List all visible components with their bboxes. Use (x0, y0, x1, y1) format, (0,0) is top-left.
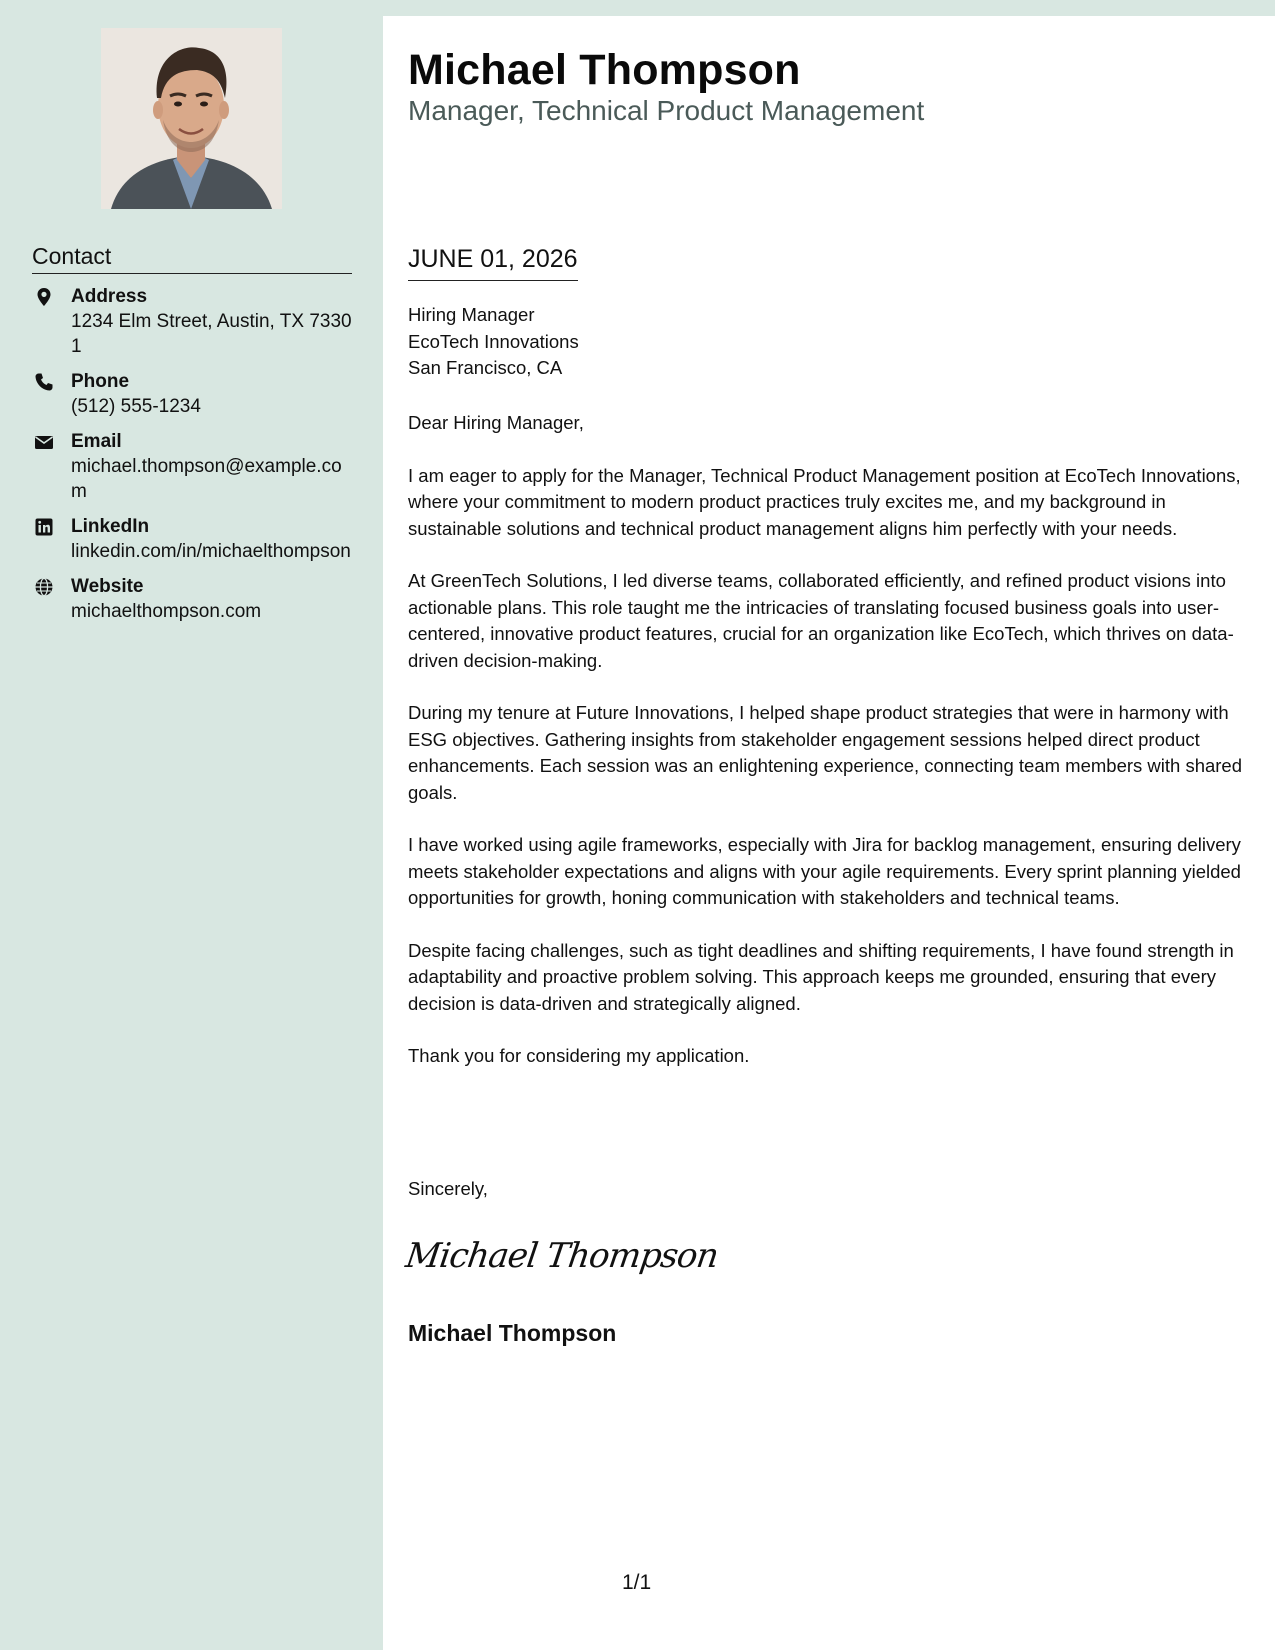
body-paragraph: I am eager to apply for the Manager, Technical Product Management position at EcoTech Innovations, where your commitment to modern product practices truly excites me, and my background in sustainable solutions and technical product management aligns him perfectly with your needs. (408, 464, 1241, 539)
contact-label: Address (71, 286, 148, 307)
contact-label: Phone (71, 371, 130, 392)
contact-label: LinkedIn (71, 516, 150, 537)
recipient-line: Hiring Manager (408, 304, 535, 325)
top-strip (383, 0, 1275, 16)
body-paragraph: Thank you for considering my application. (408, 1045, 750, 1066)
contact-label: Website (71, 576, 144, 597)
contact-item-website (32, 574, 357, 624)
contact-item-linkedin (32, 514, 357, 564)
contact-item-address (32, 284, 357, 359)
recipient-line: EcoTech Innovations (408, 330, 579, 352)
linkedin-icon (34, 517, 54, 537)
applicant-name: Michael Thompson (408, 46, 801, 94)
body-paragraph: During my tenure at Future Innovations, I helped shape product strategies that were in harmony with ESG objectives. Gathering insights from stakeholder engagement sessions helped direct product enhancements. Each session was an enlightening experience, connecting team members with shared goals. (408, 702, 1243, 803)
letter-body (408, 410, 1254, 1096)
profile-photo (101, 28, 282, 209)
contact-label: Email (71, 431, 122, 452)
applicant-title: Manager, Technical Product Management (408, 95, 925, 126)
letter-date: JUNE 01, 2026 (408, 244, 578, 281)
contact-heading: Contact (32, 242, 352, 274)
recipient-line: San Francisco, CA (408, 357, 563, 378)
linkedin-value[interactable]: linkedin.com/in/michaelthompson (71, 541, 351, 562)
page-number: 1/1 (622, 1571, 652, 1594)
globe-icon (34, 577, 54, 597)
closing: Sincerely, (408, 1178, 488, 1199)
contact-item-email (32, 429, 357, 504)
envelope-icon (34, 432, 54, 452)
recipient-block (408, 302, 579, 382)
body-paragraph: At GreenTech Solutions, I led diverse teams, collaborated efficiently, and refined product visions into actionable plans. This role taught me the intricacies of translating focused business goals into user-centered, innovative product features, crucial for an organization like EcoTech, which thrives on data-driven decision-making. (408, 570, 1234, 671)
signature: Michael Thompson (403, 1236, 721, 1276)
contact-list (32, 284, 357, 634)
contact-item-phone (32, 369, 357, 419)
salutation: Dear Hiring Manager, (408, 412, 584, 433)
map-pin-icon (34, 287, 54, 307)
body-paragraph: Despite facing challenges, such as tight deadlines and shifting requirements, I have found strength in adaptability and proactive problem solving. This approach keeps me grounded, ensuring that every decision is data-driven and strategically aligned. (408, 939, 1234, 1014)
phone-icon (34, 372, 54, 392)
signed-name: Michael Thompson (408, 1320, 617, 1346)
address-value: 1234 Elm Street, Austin, TX 73301 (71, 311, 352, 357)
website-value[interactable]: michaelthompson.com (71, 601, 262, 622)
phone-value: (512) 555-1234 (71, 396, 201, 417)
email-value[interactable]: michael.thompson@example.com (71, 456, 342, 502)
body-paragraph: I have worked using agile frameworks, especially with Jira for backlog management, ensuring delivery meets stakeholder expectations and aligns with your agile requirements. Every sprint planning yielded opportunities for growth, honing communication with stakeholders and technical teams. (408, 834, 1241, 908)
sidebar (0, 0, 383, 1650)
